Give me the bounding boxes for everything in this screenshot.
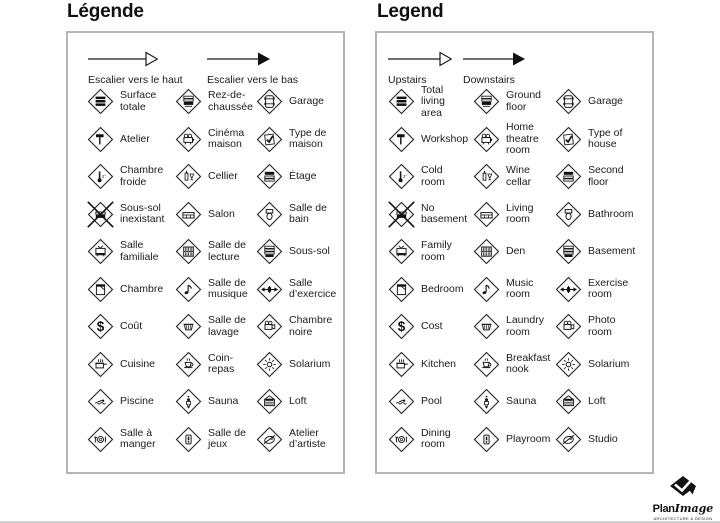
legend-item (544, 196, 650, 234)
note-icon (175, 276, 202, 303)
legend-item-label: Second floor (588, 164, 624, 188)
thermometer-icon (388, 163, 415, 190)
legend-item-label: Pool (421, 395, 443, 407)
garage-icon (256, 88, 283, 115)
sun-icon (256, 351, 283, 378)
legend-item (68, 383, 156, 421)
legend-item-label: Salle de lecture (208, 239, 246, 263)
legend-grid-fr (68, 83, 343, 458)
dumbbell-icon (555, 276, 582, 303)
projector-icon (175, 126, 202, 153)
legend-panel-en (375, 31, 654, 474)
loft-icon (555, 388, 582, 415)
legend-item-label: Salle de bain (289, 201, 327, 226)
stripes-bottom-icon (555, 238, 582, 265)
stairs-down-arrow-en (463, 50, 525, 86)
legend-item (68, 196, 165, 234)
legend-item (156, 158, 237, 196)
legend-item (68, 233, 159, 271)
swimmer-icon (388, 388, 415, 415)
cup-icon (175, 351, 202, 378)
toilet-icon (555, 201, 582, 228)
legend-item-label: Kitchen (421, 357, 457, 370)
sofa-icon (473, 201, 500, 228)
legend-item-label: Sauna (208, 395, 239, 407)
play-block-icon (473, 426, 500, 453)
legend-item-label: Studio (588, 432, 618, 445)
dumbbell-icon (256, 276, 283, 303)
legend-item-label: Exercise room (588, 276, 629, 301)
legend-item-label: Sous-sol inexistant (120, 201, 165, 226)
legend-item-label: Ground floor (506, 89, 542, 113)
legend-item (156, 346, 237, 384)
legend-item-label: Solarium (289, 357, 331, 370)
stairs-up-arrow-fr (88, 50, 183, 86)
legend-item-label: Cellier (208, 170, 238, 182)
stairs-up-arrow-icon (88, 50, 158, 68)
legend-item (237, 346, 343, 384)
page-title-fr: Légende (67, 1, 144, 22)
pot-icon (87, 351, 114, 378)
play-block-icon (175, 426, 202, 453)
hammer-icon (388, 126, 415, 153)
legend-item (156, 121, 245, 159)
legend-item (544, 158, 650, 196)
stairs-down-label: Escalier vers le bas (207, 74, 299, 86)
stairs-down-arrow-fr (207, 50, 298, 86)
legend-panel-fr (66, 31, 345, 474)
legend-item-label: Wine cellar (506, 164, 532, 188)
legend-item (544, 83, 650, 121)
legend-item (462, 383, 544, 421)
note-icon (473, 276, 500, 303)
dollar-icon (388, 313, 415, 340)
legend-item-label: Salle de musique (208, 276, 248, 301)
legend-item (462, 83, 544, 121)
legend-item-label: Sauna (506, 395, 537, 407)
legend-item (377, 308, 462, 346)
legend-item-label: Laundry room (506, 314, 544, 338)
legend-item-label: Garage (289, 95, 325, 107)
legend-item (156, 421, 246, 459)
legend-item (544, 121, 650, 159)
legend-item (156, 83, 253, 121)
legend-item (544, 308, 650, 346)
legend-item (156, 233, 246, 271)
legend-item (377, 271, 462, 309)
legend-item (462, 271, 544, 309)
legend-item-label: Coin- repas (208, 351, 235, 376)
plate-icon (87, 426, 114, 453)
legend-item (68, 121, 156, 159)
legend-item-label: Workshop (421, 132, 469, 145)
legend-item (68, 271, 164, 309)
legend-item (237, 308, 343, 346)
stripes-full-icon (87, 88, 114, 115)
legend-item (237, 121, 343, 159)
stripes-bottom-icon (256, 238, 283, 265)
legend-item-label: Music room (506, 276, 534, 301)
legend-item (237, 196, 343, 234)
planimage-brand (649, 500, 717, 516)
stripes-ground-icon (175, 88, 202, 115)
planimage-logo (649, 476, 717, 521)
legend-item-label: Étage (289, 170, 317, 182)
plate-icon (388, 426, 415, 453)
legend-item-label: Garage (588, 95, 624, 107)
legend-item-label: Cost (421, 320, 443, 332)
palette-icon (555, 426, 582, 453)
legend-item (544, 271, 650, 309)
legend-item (68, 346, 156, 384)
legend-item-label: Piscine (120, 395, 154, 407)
sun-icon (555, 351, 582, 378)
brand-tagline: ARCHITECTURE & DESIGN (653, 516, 713, 521)
cross-none-icon (388, 201, 415, 228)
stairs-up-arrow-en (388, 50, 452, 86)
legend-item (237, 83, 343, 121)
legend-item (156, 196, 237, 234)
legend-item (544, 233, 650, 271)
legend-item (462, 346, 551, 384)
books-icon (473, 238, 500, 265)
legend-item-label: Salon (208, 207, 235, 220)
basket-icon (473, 313, 500, 340)
check-icon (256, 126, 283, 153)
legend-item-label: Coût (120, 320, 143, 332)
legend-item-label: Cuisine (120, 357, 156, 370)
legend-item (377, 196, 468, 234)
swimmer-icon (87, 388, 114, 415)
sofa-icon (175, 201, 202, 228)
legend-item (156, 308, 246, 346)
legend-item (377, 158, 462, 196)
legend-item (156, 271, 248, 309)
legend-item (462, 233, 544, 271)
legend-item (377, 346, 462, 384)
legend-item (462, 308, 544, 346)
cross-none-icon (87, 201, 114, 228)
legend-item-label: Surface totale (120, 89, 157, 113)
hammer-icon (87, 126, 114, 153)
legend-item (237, 383, 343, 421)
legend-item-label: Bedroom (421, 282, 464, 295)
legend-item-label: Total living area (421, 83, 445, 119)
pot-icon (388, 351, 415, 378)
legend-item-label: Salle familiale (120, 239, 159, 263)
legend-item-label: Type of house (588, 126, 623, 151)
stripes-full-icon (388, 88, 415, 115)
wine-icon (175, 163, 202, 190)
svg-text:$: $ (96, 319, 105, 335)
legend-item-label: Chambre noire (289, 314, 333, 338)
sauna-person-icon (175, 388, 202, 415)
legend-item-label: Living room (506, 201, 534, 226)
legend-item-label: Cold room (421, 164, 445, 188)
legend-item-label: Salle de jeux (208, 426, 246, 451)
legend-item-label: Playroom (506, 432, 551, 445)
svg-text:2°: 2° (403, 174, 408, 180)
legend-item-label: Breakfast nook (506, 351, 551, 376)
legend-item (544, 346, 650, 384)
legend-item-label: Loft (588, 395, 606, 407)
legend-item-label: Basement (588, 245, 636, 257)
check-icon (555, 126, 582, 153)
planimage-logo-mark-icon (666, 476, 700, 500)
legend-item-label: No basement (421, 201, 468, 226)
legend-item-label: Dining room (421, 426, 451, 451)
svg-text:$: $ (397, 319, 406, 335)
legend-item (544, 383, 650, 421)
legend-item (462, 121, 544, 159)
legend-item-label: Rez-de- chaussée (208, 89, 253, 113)
stairs-up-label: Upstairs (388, 74, 427, 86)
brand-plan: Plan (652, 503, 675, 515)
legend-item-label: Chambre froide (120, 164, 164, 188)
legend-item (237, 421, 343, 459)
tv-icon (87, 238, 114, 265)
stairs-up-label: Escalier vers le haut (88, 74, 183, 86)
loft-icon (256, 388, 283, 415)
camera-icon (256, 313, 283, 340)
legend-item-label: Den (506, 245, 526, 257)
stairs-up-arrow-icon (388, 50, 452, 68)
legend-item (377, 83, 462, 121)
stairs-down-label: Downstairs (463, 74, 515, 86)
books-icon (175, 238, 202, 265)
legend-item (377, 421, 462, 459)
svg-text:2°: 2° (102, 174, 107, 180)
legend-item (544, 421, 650, 459)
legend-item-label: Loft (289, 395, 307, 407)
toilet-icon (256, 201, 283, 228)
legend-item-label: Salle de lavage (208, 314, 246, 338)
stairs-down-arrow-icon (463, 50, 525, 68)
sauna-person-icon (473, 388, 500, 415)
stairs-down-arrow-icon (207, 50, 271, 68)
dollar-icon (87, 313, 114, 340)
legend-item-label: Atelier (120, 132, 150, 145)
stripes-ground-icon (473, 88, 500, 115)
bed-icon (388, 276, 415, 303)
legend-item (377, 383, 462, 421)
garage-icon (555, 88, 582, 115)
legend-item-label: Salle d’exercice (289, 276, 337, 301)
page-title-en: Legend (377, 1, 444, 22)
legend-item (377, 233, 462, 271)
legend-item-label: Salle à manger (120, 426, 156, 451)
stripes-top-icon (256, 163, 283, 190)
legend-item-label: Cinéma maison (208, 126, 245, 151)
legend-item (68, 308, 156, 346)
palette-icon (256, 426, 283, 453)
legend-item-label: Bathroom (588, 207, 634, 220)
camera-icon (555, 313, 582, 340)
legend-item (68, 83, 156, 121)
legend-item (237, 233, 343, 271)
legend-item-label: Atelier d’artiste (289, 426, 326, 451)
thermometer-icon (87, 163, 114, 190)
legend-item (462, 158, 544, 196)
legend-item-label: Solarium (588, 357, 630, 370)
bed-icon (87, 276, 114, 303)
legend-item-label: Chambre (120, 282, 164, 295)
legend-item (462, 421, 551, 459)
legend-item-label: Family room (421, 239, 452, 263)
legend-item-label: Photo room (588, 314, 616, 338)
legend-item (237, 271, 343, 309)
legend-item-label: Sous-sol (289, 245, 330, 257)
legend-item (68, 158, 164, 196)
legend-item (68, 421, 156, 459)
basket-icon (175, 313, 202, 340)
tv-icon (388, 238, 415, 265)
stripes-top-icon (555, 163, 582, 190)
legend-item-label: Home theatre room (506, 121, 539, 156)
legend-item (156, 383, 237, 421)
legend-item (462, 196, 544, 234)
legend-item-label: Type de maison (289, 126, 327, 151)
legend-grid-en (377, 83, 650, 458)
legend-item (377, 121, 469, 159)
cup-icon (473, 351, 500, 378)
projector-icon (473, 126, 500, 153)
legend-item (237, 158, 343, 196)
brand-image: Image (674, 502, 714, 515)
wine-icon (473, 163, 500, 190)
